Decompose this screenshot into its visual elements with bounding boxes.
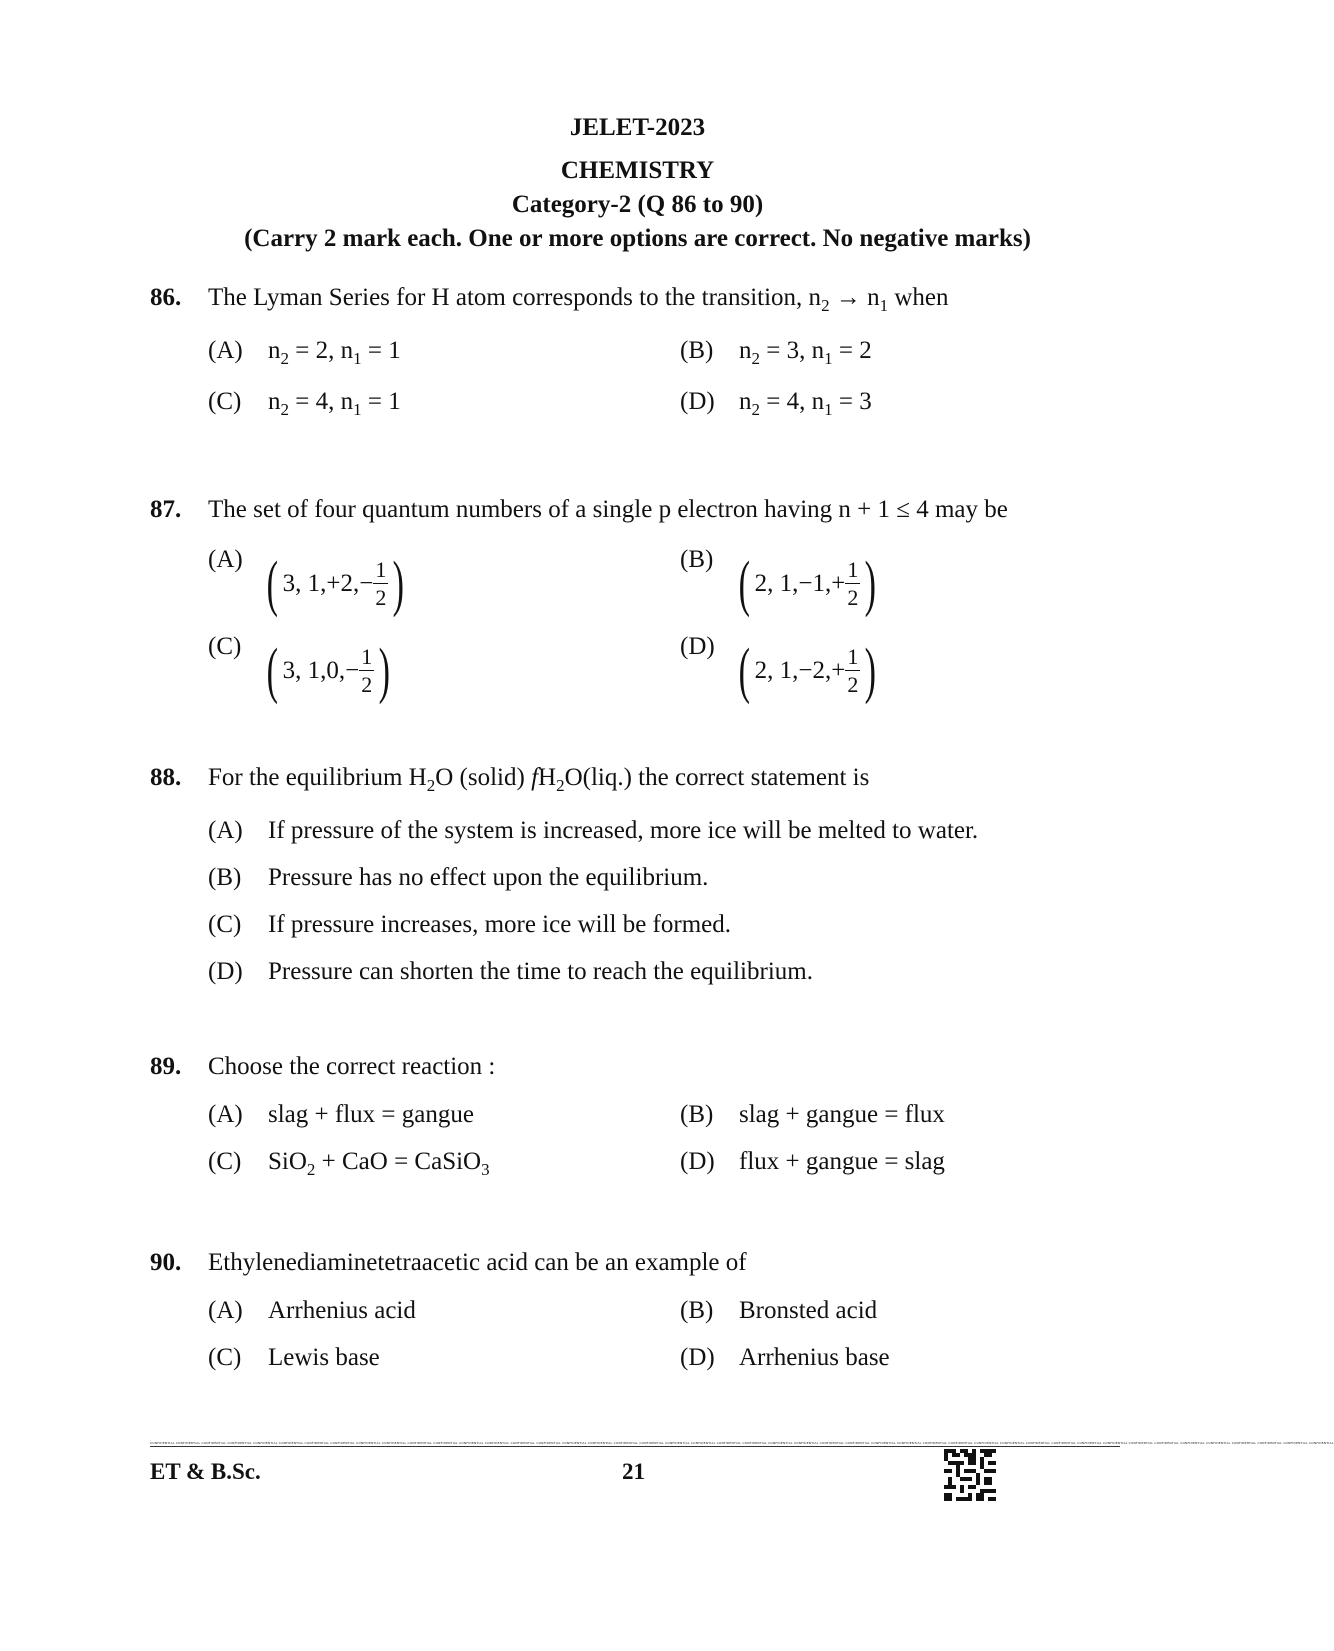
question-text-87: The set of four quantum numbers of a single p electron having n + 1 ≤ 4 may be xyxy=(208,496,1008,523)
option-88-c[interactable]: If pressure increases, more ice will be formed. xyxy=(268,911,732,938)
option-88-a[interactable]: If pressure of the system is increased, more ice will be melted to water. xyxy=(268,817,979,844)
option-label: (B) xyxy=(680,1297,714,1324)
option-label: (D) xyxy=(208,958,243,985)
option-89-c[interactable]: SiO$_2$ + CaO = CaSiO$_3$ xyxy=(268,1148,490,1179)
qr-code-icon xyxy=(944,1449,996,1501)
question-text-89: Choose the correct reaction : xyxy=(208,1053,496,1080)
option-87-d[interactable]: ( 2, 1,−2,+ $\frac{1}{2}$ ) xyxy=(738,637,877,705)
option-label: (C) xyxy=(208,388,242,415)
option-86-c[interactable]: $n_2 = 4$, $n_1 = 1$ xyxy=(268,388,401,419)
question-text-86: The Lyman Series for H atom corresponds to the transition, $n_2 \to n_1$ when xyxy=(208,284,949,315)
option-87-c[interactable]: ( 3, 1,0,− $\frac{1}{2}$ ) xyxy=(266,637,391,705)
option-label: (B) xyxy=(208,864,242,891)
option-label: (B) xyxy=(680,337,714,364)
confidential-watermark-line: CONFIDENTIAL CONFIDENTIAL CONFIDENTIAL CONFIDENTIAL CONFIDENTIAL CONFIDENTIAL CONFIDENTIAL CONFIDENTIAL CONFIDENTIAL CONFIDENTIAL CONFIDENTIAL CONFIDENTIAL CONFIDENTIAL CONFIDENTIAL CONFIDENTIAL CONFIDENTIAL CONFIDENTIAL CONFIDENTIAL CONFIDENTIAL CONFIDENTIAL CONFIDENTIAL CONFIDENTIAL CONFIDENTIAL CONFIDENTIAL CONFIDENTIAL CONFIDENTIAL CONFIDENTIAL CONFIDENTIAL CONFIDENTIAL CONFIDENTIAL CONFIDENTIAL CONFIDENTIAL CONFIDENTIAL CONFIDENTIAL CONFIDENTIAL CONFIDENTIAL CONFIDENTIAL CONFIDENTIAL CONFIDENTIAL CONFIDENTIAL CONFIDENTIAL CONFIDENTIAL CONFIDENTIAL CONFIDENTIAL CONFIDENTIAL CONFIDENTIAL xyxy=(150,1441,1334,1445)
option-86-d[interactable]: $n_2 = 4$, $n_1 = 3$ xyxy=(739,388,872,419)
option-label: (C) xyxy=(208,1344,242,1371)
question-number-90: 90. xyxy=(150,1249,182,1276)
question-text-90: Ethylenediaminetetraacetic acid can be an example of xyxy=(208,1249,747,1276)
option-88-b[interactable]: Pressure has no effect upon the equilibrium. xyxy=(268,864,709,891)
option-90-a[interactable]: Arrhenius acid xyxy=(268,1297,416,1324)
category-title: Category-2 (Q 86 to 90) xyxy=(511,191,764,218)
option-label: (C) xyxy=(208,1148,242,1175)
option-label: (B) xyxy=(680,546,714,573)
footer-course: ET & B.Sc. xyxy=(150,1459,261,1484)
option-label: (A) xyxy=(208,337,243,364)
instructions: (Carry 2 mark each. One or more options are correct. No negative marks) xyxy=(244,225,1031,252)
option-label: (A) xyxy=(208,1101,243,1128)
option-86-b[interactable]: $n_2 = 3$, $n_1 = 2$ xyxy=(739,337,872,368)
option-89-a[interactable]: slag + flux = gangue xyxy=(268,1101,474,1128)
question-number-89: 89. xyxy=(150,1053,182,1080)
subject-title: CHEMISTRY xyxy=(560,157,715,184)
option-label: (D) xyxy=(680,388,715,415)
exam-title: JELET-2023 xyxy=(569,114,706,141)
option-label: (C) xyxy=(208,633,242,660)
option-label: (D) xyxy=(680,633,715,660)
question-number-88: 88. xyxy=(150,764,182,791)
option-90-b[interactable]: Bronsted acid xyxy=(739,1297,878,1324)
option-label: (B) xyxy=(680,1101,714,1128)
option-89-d[interactable]: flux + gangue = slag xyxy=(739,1148,945,1175)
option-86-a[interactable]: $n_2 = 2$, $n_1 = 1$ xyxy=(268,337,401,368)
option-label: (A) xyxy=(208,1297,243,1324)
question-text-88: For the equilibrium $H_2O$ (solid) $fH_2O(liq.)$ the correct statement is xyxy=(208,764,870,795)
option-90-c[interactable]: Lewis base xyxy=(268,1344,380,1371)
option-90-d[interactable]: Arrhenius base xyxy=(739,1344,890,1371)
option-89-b[interactable]: slag + gangue = flux xyxy=(739,1101,945,1128)
option-label: (D) xyxy=(680,1148,715,1175)
option-label: (D) xyxy=(680,1344,715,1371)
option-label: (C) xyxy=(208,911,242,938)
option-87-b[interactable]: ( 2, 1,−1,+ $\frac{1}{2}$ ) xyxy=(738,550,877,618)
question-number-86: 86. xyxy=(150,284,182,311)
option-label: (A) xyxy=(208,817,243,844)
option-88-d[interactable]: Pressure can shorten the time to reach the equilibrium. xyxy=(268,958,813,985)
option-87-a[interactable]: ( 3, 1,+2,− $\frac{1}{2}$ ) xyxy=(266,550,405,618)
option-label: (A) xyxy=(208,546,243,573)
page-number: 21 xyxy=(622,1459,645,1484)
equilibrium-symbol: f xyxy=(531,764,539,791)
question-number-87: 87. xyxy=(150,496,182,523)
